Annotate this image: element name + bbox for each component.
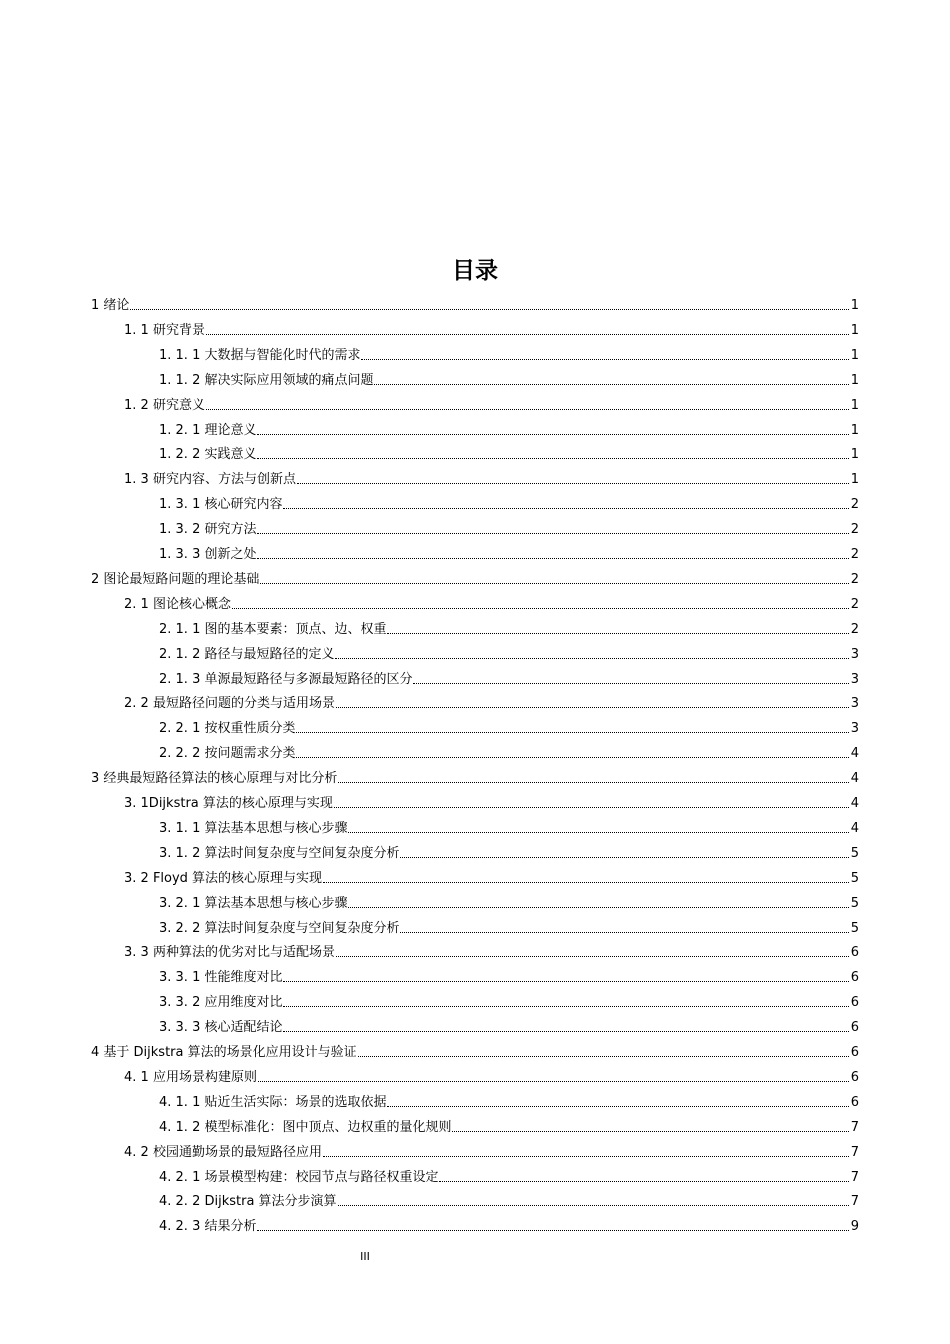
toc-entry-label: 1. 3. 3 创新之处 [159, 547, 257, 562]
toc-dot-leader [452, 1130, 848, 1132]
toc-dot-leader [336, 706, 849, 708]
toc-entry[interactable] [159, 415, 859, 440]
toc-entry-label: 3. 3. 3 核心适配结论 [159, 1020, 283, 1036]
toc-entry[interactable] [159, 888, 859, 913]
toc-entry[interactable] [159, 365, 859, 390]
toc-dot-leader [400, 856, 848, 858]
toc-entry[interactable] [159, 1186, 859, 1211]
toc-dot-leader [257, 532, 848, 534]
toc-dot-leader [334, 806, 849, 808]
toc-dot-leader [283, 507, 848, 509]
toc-entry-label: 1. 3. 1 核心研究内容 [159, 497, 283, 513]
toc-entry-label: 1. 2. 2 实践意义 [159, 447, 257, 463]
toc-entry-page: 2 [850, 497, 859, 513]
toc-entry-page: 1 [850, 447, 859, 463]
toc-entry-label: 4. 2. 2 Dijkstra 算法分步演算 [159, 1194, 337, 1210]
toc-entry[interactable] [159, 1012, 859, 1037]
toc-entry[interactable] [124, 1062, 859, 1087]
toc-entry-label: 1. 1 研究背景 [124, 322, 205, 338]
toc-entry-page: 3 [850, 671, 859, 687]
toc-entry-page: 6 [850, 970, 859, 986]
toc-entry-page: 6 [850, 1020, 859, 1036]
toc-entry-page: 2 [850, 547, 859, 562]
toc-entry[interactable] [124, 390, 859, 415]
toc-entry[interactable] [124, 688, 859, 713]
toc-entry-label: 2. 1. 2 路径与最短路径的定义 [159, 646, 335, 662]
toc-entry-page: 6 [850, 945, 859, 961]
toc-entry-label: 2. 2. 2 按问题需求分类 [159, 746, 296, 762]
toc-dot-leader [323, 1155, 849, 1157]
toc-entry[interactable] [159, 838, 859, 863]
toc-entry[interactable] [91, 290, 859, 315]
toc-dot-leader [257, 1229, 848, 1231]
toc-dot-leader [232, 607, 849, 609]
toc-entry-page: 6 [850, 1045, 859, 1060]
toc-entry-page: 1 [850, 472, 859, 488]
toc-entry-label: 3. 3 两种算法的优劣对比与适配场景 [124, 945, 335, 961]
toc-dot-leader [130, 308, 848, 310]
toc-entry-page: 7 [850, 1144, 859, 1160]
toc-dot-leader [338, 1204, 849, 1206]
toc-entry-page: 6 [850, 995, 859, 1011]
toc-entry[interactable] [159, 639, 859, 664]
toc-entry[interactable] [159, 514, 859, 539]
toc-dot-leader [296, 756, 848, 758]
toc-entry[interactable] [124, 788, 859, 813]
toc-entry-page: 1 [850, 322, 859, 338]
toc-entry-label: 3. 1. 2 算法时间复杂度与空间复杂度分析 [159, 845, 400, 861]
toc-dot-leader [413, 682, 848, 684]
toc-entry[interactable] [159, 539, 859, 564]
toc-entry[interactable] [91, 763, 859, 788]
toc-entry-page: 4 [850, 746, 859, 762]
toc-entry-page: 1 [850, 422, 859, 438]
page-number: III [360, 1250, 370, 1263]
toc-dot-leader [260, 582, 848, 584]
toc-entry-label: 3. 3. 1 性能维度对比 [159, 970, 283, 986]
toc-dot-leader [400, 931, 848, 933]
toc-entry[interactable] [159, 1162, 859, 1187]
toc-dot-leader [348, 906, 848, 908]
toc-dot-leader [358, 1055, 849, 1057]
toc-entry-label: 4. 1 应用场景构建原则 [124, 1069, 257, 1085]
toc-entry-label: 4 基于 Dijkstra 算法的场景化应用设计与验证 [91, 1045, 357, 1060]
toc-entry-page: 4 [850, 771, 859, 787]
toc-entry-label: 1. 2 研究意义 [124, 397, 205, 413]
toc-entry-label: 4. 2. 1 场景模型构建：校园节点与路径权重设定 [159, 1169, 439, 1185]
toc-entry[interactable] [124, 1137, 859, 1162]
toc-entry-page: 1 [850, 298, 859, 313]
toc-entry-page: 7 [850, 1119, 859, 1135]
toc-entry-page: 3 [850, 696, 859, 712]
toc-dot-leader [296, 731, 848, 733]
toc-entry-label: 1. 3. 2 研究方法 [159, 522, 257, 538]
toc-entry[interactable] [159, 738, 859, 763]
toc-entry-page: 1 [850, 372, 859, 388]
toc-entry-label: 4. 2 校园通勤场景的最短路径应用 [124, 1144, 322, 1160]
toc-dot-leader [387, 632, 848, 634]
toc-dot-leader [258, 1080, 849, 1082]
toc-entry-label: 3. 2 Floyd 算法的核心原理与实现 [124, 870, 323, 886]
toc-entry-label: 2. 1 图论核心概念 [124, 596, 231, 612]
toc-entry-label: 4. 1. 1 贴近生活实际：场景的选取依据 [159, 1094, 387, 1110]
toc-entry-page: 2 [850, 571, 859, 587]
toc-entry[interactable] [159, 1112, 859, 1137]
toc-entry-label: 3. 2. 2 算法时间复杂度与空间复杂度分析 [159, 920, 400, 936]
toc-entry[interactable] [159, 987, 859, 1012]
toc-entry-label: 1. 2. 1 理论意义 [159, 422, 257, 438]
toc-entry[interactable] [124, 863, 859, 888]
toc-dot-leader [206, 333, 849, 335]
toc-entry[interactable] [159, 1211, 859, 1236]
toc-dot-leader [257, 557, 848, 559]
toc-entry-page: 3 [850, 721, 859, 737]
toc-dot-leader [387, 1105, 848, 1107]
toc-entry[interactable] [91, 1037, 859, 1062]
toc-entry-label: 4. 2. 3 结果分析 [159, 1219, 257, 1235]
toc-entry-page: 6 [850, 1069, 859, 1085]
toc-entry[interactable] [159, 1087, 859, 1112]
toc-dot-leader [348, 831, 848, 833]
toc-entry[interactable] [159, 713, 859, 738]
toc-dot-leader [323, 881, 849, 883]
toc-dot-leader [206, 408, 849, 410]
toc-entry-label: 2 图论最短路问题的理论基础 [91, 571, 260, 587]
toc-entry-label: 2. 2 最短路径问题的分类与适用场景 [124, 696, 335, 712]
toc-dot-leader [336, 955, 849, 957]
toc-entry-page: 7 [850, 1169, 859, 1185]
toc-entry-page: 1 [850, 397, 859, 413]
toc-entry-page: 5 [850, 920, 859, 936]
toc-entry-page: 5 [850, 845, 859, 861]
toc-entry-label: 3. 2. 1 算法基本思想与核心步骤 [159, 895, 348, 911]
toc-entry[interactable] [159, 913, 859, 938]
toc-entry-label: 1. 1. 1 大数据与智能化时代的需求 [159, 347, 361, 363]
toc-dot-leader [257, 433, 848, 435]
toc-entry[interactable] [159, 664, 859, 689]
toc-entry-page: 5 [850, 870, 859, 886]
toc-entry-page: 1 [850, 347, 859, 363]
toc-dot-leader [283, 980, 848, 982]
toc-entry-page: 5 [850, 895, 859, 911]
toc-entry-page: 9 [850, 1219, 859, 1235]
toc-dot-leader [257, 457, 848, 459]
toc-entry[interactable] [124, 937, 859, 962]
toc-entry-label: 1 绪论 [91, 298, 130, 313]
toc-entry[interactable] [159, 813, 859, 838]
toc-entry-page: 6 [850, 1094, 859, 1110]
toc-entry-label: 1. 3 研究内容、方法与创新点 [124, 472, 296, 488]
toc-dot-leader [374, 383, 848, 385]
toc-entry-page: 2 [850, 621, 859, 637]
toc-dot-leader [335, 657, 848, 659]
toc-entry[interactable] [159, 489, 859, 514]
toc-entry-label: 3. 1Dijkstra 算法的核心原理与实现 [124, 796, 333, 811]
toc-entry-label: 2. 1. 3 单源最短路径与多源最短路径的区分 [159, 671, 413, 687]
toc-entry-page: 2 [850, 596, 859, 612]
toc-dot-leader [297, 482, 849, 484]
toc-entry-page: 4 [850, 820, 859, 836]
toc-entry-label: 3. 3. 2 应用维度对比 [159, 995, 283, 1011]
toc-entry-label: 4. 1. 2 模型标准化：图中顶点、边权重的量化规则 [159, 1119, 452, 1135]
toc-entry[interactable] [159, 614, 859, 639]
toc-entry[interactable] [159, 340, 859, 365]
toc-entry[interactable] [91, 564, 859, 589]
toc-entry-label: 3 经典最短路径算法的核心原理与对比分析 [91, 771, 338, 787]
toc-entry[interactable] [124, 589, 859, 614]
toc-entry-page: 4 [850, 796, 859, 811]
page-title: 目录 [452, 258, 498, 284]
toc-entry-label: 2. 1. 1 图的基本要素：顶点、边、权重 [159, 621, 387, 637]
toc-dot-leader [361, 358, 848, 360]
toc-entry-page: 2 [850, 522, 859, 538]
toc-entry-page: 7 [850, 1194, 859, 1210]
toc-dot-leader [338, 781, 848, 783]
toc-entry-label: 3. 1. 1 算法基本思想与核心步骤 [159, 820, 348, 836]
toc-entry-label: 2. 2. 1 按权重性质分类 [159, 721, 296, 737]
toc-entry[interactable] [159, 962, 859, 987]
toc-entry[interactable] [159, 439, 859, 464]
toc-entry-page: 3 [850, 646, 859, 662]
toc-entry[interactable] [124, 464, 859, 489]
toc-entry[interactable] [124, 315, 859, 340]
toc-dot-leader [283, 1030, 848, 1032]
toc-dot-leader [439, 1180, 848, 1182]
toc-dot-leader [283, 1005, 848, 1007]
toc-entry-label: 1. 1. 2 解决实际应用领域的痛点问题 [159, 372, 374, 388]
